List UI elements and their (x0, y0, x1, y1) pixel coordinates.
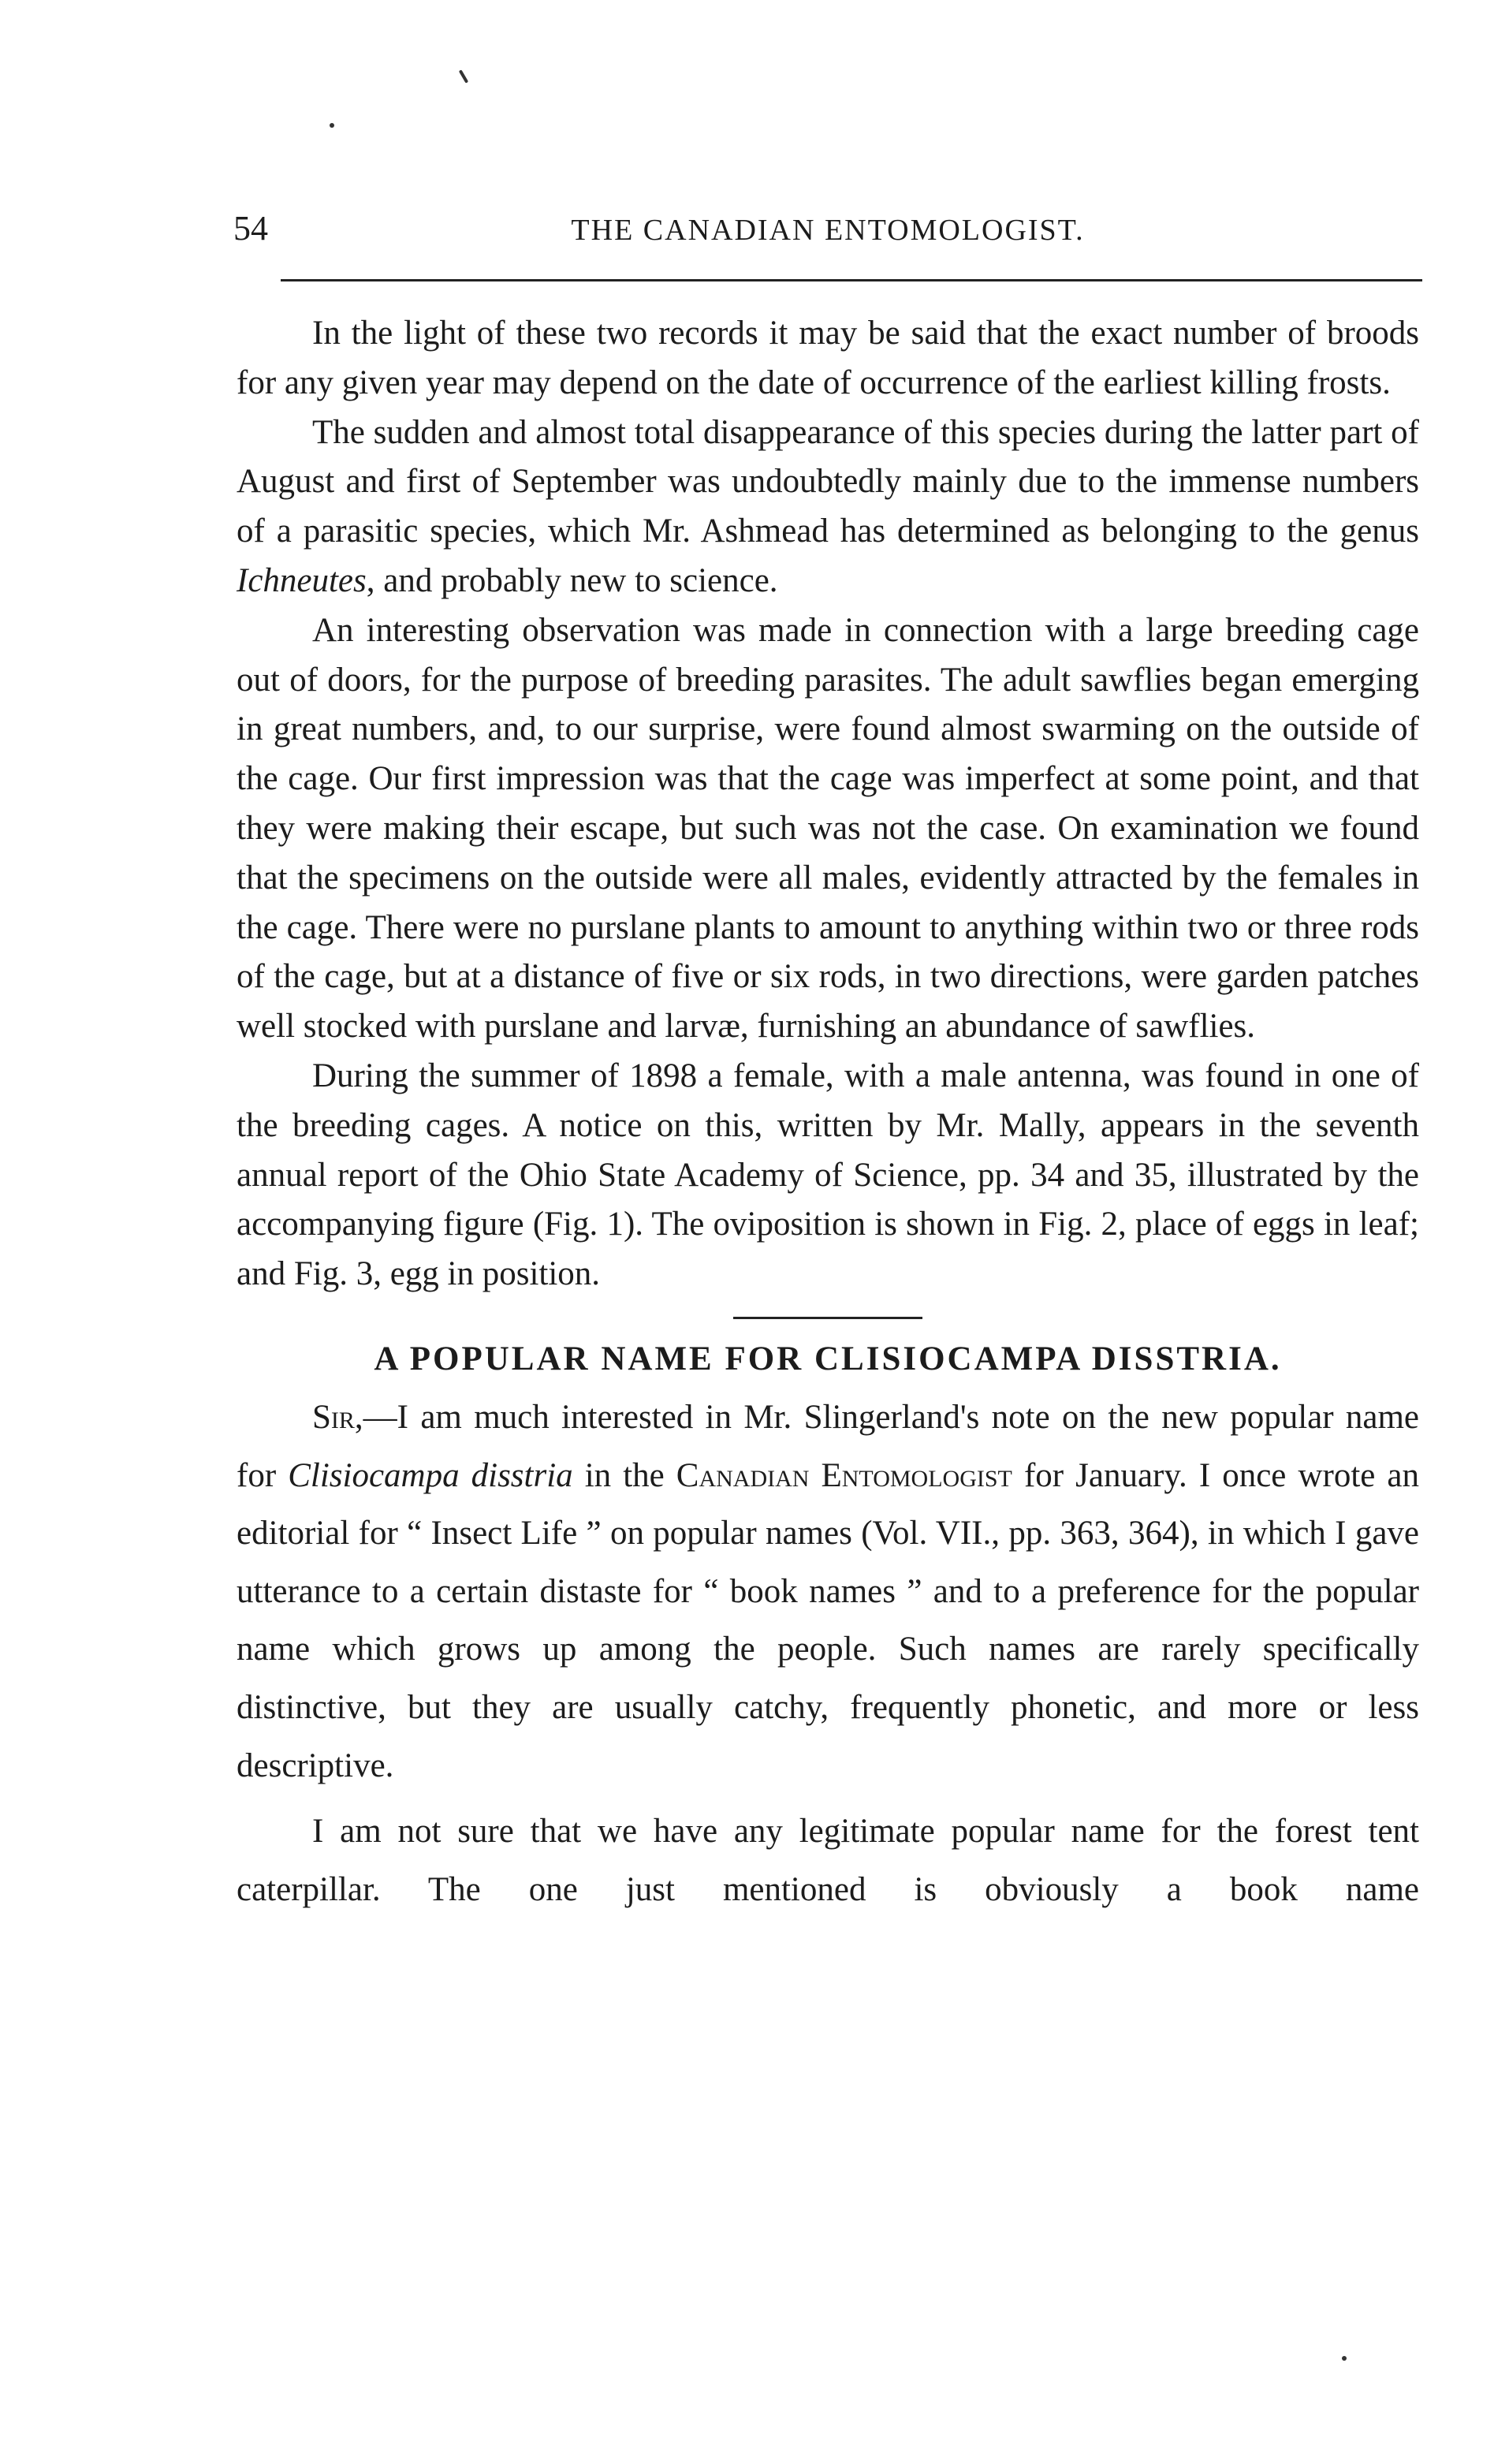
scan-speck (330, 123, 334, 128)
article-continued (237, 309, 1419, 1299)
header-rule (281, 279, 1422, 281)
paragraph: In the light of these two records it may be said that the exact number of broods for any given year may depend on the date of occurrence of the earliest killing frosts. (237, 315, 1419, 401)
paragraph: During the summer of 1898 a female, with a male antenna, was found in one of the breeding cages. A notice on this, written by Mr. Mally, appears in the seventh annual report of the Ohio State Academy of Science, pp. 34 and 35, illustrated by the accompanying figure (Fig. 1). The oviposition is shown in Fig. 2, place of eggs in leaf; and Fig. 3, egg in position. (237, 1057, 1419, 1293)
paragraph-text: for January. I once wrote an editorial for “ Insect Life ” on popular names (Vol. VII., pp. 363, 364), in which I gave utterance to a certain distaste for “ book names ” and to a preference for the popular name which grows up among the people. Such names are rarely specifically distinctive, but they are usually catchy, frequently phonetic, and more or less descriptive. (237, 1456, 1419, 1784)
scan-speck (459, 69, 468, 84)
journal-name: Canadian Entomologist (676, 1456, 1012, 1494)
genus-name: Ichneutes (237, 561, 367, 599)
page-number: 54 (233, 209, 268, 248)
paragraph-text: in the (572, 1456, 676, 1494)
paragraph-gap (237, 1795, 1419, 1802)
scan-speck (1342, 2356, 1347, 2361)
paragraph-text: The sudden and almost total disappearance of this species during the latter part of August and first of September was undoubtedly mainly due to the immense numbers of a parasitic species, which Mr. Ashmead has determined as belonging to the genus (237, 413, 1419, 550)
running-head: THE CANADIAN ENTOMOLOGIST. (571, 214, 1085, 247)
paragraph (237, 1389, 1419, 1795)
section-title: A POPULAR NAME FOR CLISIOCAMPA DISSTRIA. (374, 1340, 1282, 1377)
paragraph (237, 408, 1419, 606)
letter (237, 1335, 1419, 1918)
section-divider (733, 1317, 922, 1319)
paragraph: An interesting observation was made in connection with a large breeding cage out of doors, for the purpose of breeding parasites. The adult sawflies began emerging in great numbers, and, to our surprise, were found almost swarming on the outside of the cage. Our first impression was that the cage was imperfect at some point, and that they were making their escape, but such was not the case. On examination we found that the specimens on the outside were all males, evidently attracted by the females in the cage. There were no purslane plants to amount to anything within two or three rods of the cage, but at a distance of five or six rods, in two directions, were garden patches well stocked with purslane and larvæ, furnishing an abundance of sawflies. (237, 611, 1419, 1046)
paragraph: I am not sure that we have any legitimate popular name for the forest tent caterpillar. The one just mentioned is obviously a book name (237, 1813, 1419, 1908)
salutation: Sir, (312, 1398, 363, 1436)
paragraph-text: , and probably new to science. (366, 561, 778, 599)
page-header (233, 207, 1422, 254)
page-body (237, 309, 1419, 1918)
paragraph-text: —I am much interested in Mr. Slingerland's note on the new popular name for (237, 1398, 1419, 1494)
species-name: Clisiocampa disstria (288, 1456, 573, 1494)
